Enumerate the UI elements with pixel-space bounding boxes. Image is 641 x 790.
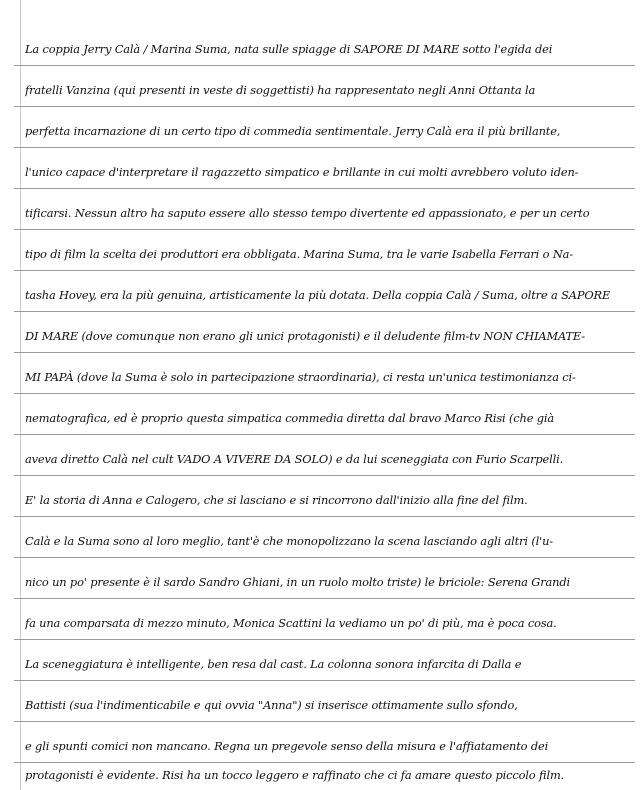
ruled-line — [14, 270, 635, 271]
text-line-14: nico un po' presente è il sardo Sandro Ghiani, in un ruolo molto triste) le briciole: Serena Grandi — [25, 575, 570, 589]
text-line-16: La sceneggiatura è intelligente, ben resa dal cast. La colonna sonora infarcita di Dalla e — [25, 657, 522, 671]
ruled-line — [14, 639, 635, 640]
text-line-9: MI PAPÀ (dove la Suma è solo in partecipazione straordinaria), ci resta un'unica testimonianza ci- — [25, 370, 576, 384]
ruled-line — [14, 762, 635, 763]
ruled-line — [14, 352, 635, 353]
text-line-2: fratelli Vanzina (qui presenti in veste di soggettisti) ha rappresentato negli Anni Ottanta la — [25, 83, 536, 97]
ruled-line — [14, 516, 635, 517]
ruled-line — [14, 147, 635, 148]
ruled-line — [14, 311, 635, 312]
ruled-line — [14, 393, 635, 394]
ruled-line — [14, 65, 635, 66]
text-line-10: nematografica, ed è proprio questa simpatica commedia diretta dal bravo Marco Risi (che già — [25, 411, 555, 425]
text-line-11: aveva diretto Calà nel cult VADO A VIVERE DA SOLO) e da lui sceneggiata con Furio Scarpelli. — [25, 452, 564, 466]
ruled-line — [14, 598, 635, 599]
text-line-19: protagonisti è evidente. Risi ha un tocco leggero e raffinato che ci fa amare questo piccolo film. — [25, 768, 565, 782]
ruled-line — [14, 434, 635, 435]
ruled-line — [14, 557, 635, 558]
text-line-18: e gli spunti comici non mancano. Regna un pregevole senso della misura e l'affiatamento dei — [25, 739, 549, 753]
ruled-line — [14, 475, 635, 476]
text-line-4: l'unico capace d'interpretare il ragazzetto simpatico e brillante in cui molti avrebbero voluto iden- — [25, 165, 579, 179]
ruled-line — [14, 680, 635, 681]
text-line-8: DI MARE (dove comunque non erano gli unici protagonisti) e il deludente film-tv NON CHIAMATE- — [25, 329, 585, 343]
margin-line — [20, 0, 21, 790]
text-line-3: perfetta incarnazione di un certo tipo di commedia sentimentale. Jerry Calà era il più brillante, — [25, 124, 561, 138]
text-line-12: E' la storia di Anna e Calogero, che si lasciano e si rincorrono dall'inizio alla fine del film. — [25, 493, 528, 507]
text-line-13: Calà e la Suma sono al loro meglio, tant'è che monopolizzano la scena lasciando agli altri (l'u- — [25, 534, 553, 548]
ruled-line — [14, 188, 635, 189]
text-line-7: tasha Hovey, era la più genuina, artisticamente la più dotata. Della coppia Calà / Suma, oltre a SAPORE — [25, 288, 611, 302]
text-line-6: tipo di film la scelta dei produttori era obbligata. Marina Suma, tra le varie Isabella Ferrari o Na- — [25, 247, 573, 261]
ruled-line — [14, 229, 635, 230]
text-line-1: La coppia Jerry Calà / Marina Suma, nata sulle spiagge di SAPORE DI MARE sotto l'egida dei — [25, 42, 553, 56]
ruled-line — [14, 721, 635, 722]
ruled-line — [14, 106, 635, 107]
text-line-15: fa una comparsata di mezzo minuto, Monica Scattini la vediamo un po' di più, ma è poca cosa. — [25, 616, 557, 630]
text-line-5: tificarsi. Nessun altro ha saputo essere allo stesso tempo divertente ed appassionato, e per un certo — [25, 206, 590, 220]
text-line-17: Battisti (sua l'indimenticabile e qui ovvia "Anna") si inserisce ottimamente sullo sfondo, — [25, 698, 518, 712]
